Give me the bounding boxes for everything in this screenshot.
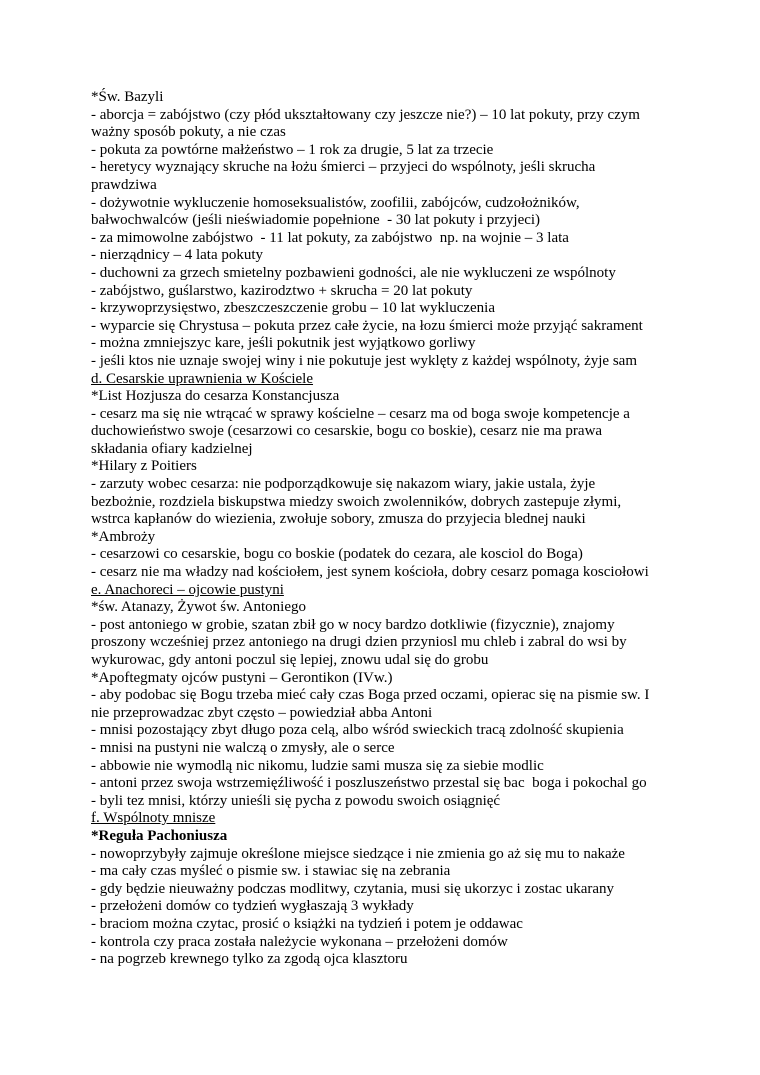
text-line: składania ofiary kadzielnej [91,440,253,457]
text-line: - cesarz nie ma władzy nad kościołem, jest synem kościoła, dobry cesarz pomaga kosciołowi [91,564,649,581]
text-line: - nierządnicy – 4 lata pokuty [91,247,264,264]
section-heading: d. Cesarskie uprawnienia w Kościele [91,370,314,387]
text-line: bezbożnie, rozdziela biskupstwa miedzy swoich zwolenników, dobrych zastepuje złymi, [91,493,622,510]
text-line: wstrca kapłanów do wiezienia, zwołuje sobory, zmusza do przyjecia blednej nauki [91,511,586,528]
text-line: *Apoftegmaty ojców pustyni – Gerontikon (IVw.) [91,669,393,686]
text-line: - można zmniejszyc kare, jeśli pokutnik jest wyjątkowo gorliwy [91,335,476,352]
text-line: bałwochwalców (jeśli nieświadomie popełnione - 30 lat pokuty i przyjeci) [91,212,541,229]
text-line: - gdy będzie nieuważny podczas modlitwy, czytania, musi się ukorzyc i zostac ukarany [91,880,615,897]
document-body [91,89,700,969]
section-heading: e. Anachoreci – ojcowie pustyni [91,581,284,598]
text-line: - dożywotnie wykluczenie homoseksualistów, zoofilii, zabójców, cudzołożników, [91,194,580,211]
text-line: - pokuta za powtórne małżeństwo – 1 rok za drugie, 5 lat za trzecie [91,141,494,158]
section-heading: f. Wspólnoty mnisze [91,810,216,827]
text-line: - wyparcie się Chrystusa – pokuta przez całe życie, na łozu śmierci może przyjąć sakrament [91,317,643,334]
text-line: prawdziwa [91,176,157,193]
text-line: - mnisi pozostający zbyt długo poza celą, albo wśród swieckich tracą zdolność skupienia [91,722,624,739]
text-line: *List Hozjusza do cesarza Konstancjusza [91,388,340,405]
text-line: nie przeprowadzac zbyt często – powiedział abba Antoni [91,704,433,721]
text-line: - krzywoprzysięstwo, zbeszczeszczenie grobu – 10 lat wykluczenia [91,300,495,317]
text-line: - mnisi na pustyni nie walczą o zmysły, ale o serce [91,739,395,756]
text-line: ważny sposób pokuty, a nie czas [91,124,286,141]
text-line: - za mimowolne zabójstwo - 11 lat pokuty, za zabójstwo np. na wojnie – 3 lata [91,229,569,246]
text-line: proszony wcześniej przez antoniego na drugi dzien przyniosl mu chleb i zabral do wsi by [91,634,627,651]
text-line: *Św. Bazyli [91,89,164,105]
text-line: - zarzuty wobec cesarza: nie podporządkowuje się nakazom wiary, jakie ustala, żyje [91,476,596,493]
text-line: - heretycy wyznający skruche na łożu śmierci – przyjeci do wspólnoty, jeśli skrucha [91,159,596,176]
text-line: - aborcja = zabójstwo (czy płód ukształtowany czy jeszcze nie?) – 10 lat pokuty, przy czym [91,106,640,123]
text-line: - aby podobac się Bogu trzeba mieć cały czas Boga przed oczami, opierac się na pismie sw. I [91,687,650,704]
text-line: - zabójstwo, guślarstwo, kazirodztwo + skrucha = 20 lat pokuty [91,282,473,299]
bold-heading: *Reguła Pachoniusza [91,827,228,844]
text-line: *Hilary z Poitiers [91,458,197,475]
text-line: - duchowni za grzech smietelny pozbawieni godności, ale nie wykluczeni ze wspólnoty [91,264,616,281]
text-line: *Ambroży [91,528,156,545]
text-line: - abbowie nie wymodlą nic nikomu, ludzie sami musza się za siebie modlic [91,757,544,774]
text-line: - post antoniego w grobie, szatan zbił go w nocy bardzo dotkliwie (fizycznie), znajomy [91,616,615,633]
text-line: *św. Atanazy, Żywot św. Antoniego [91,599,306,616]
text-line: - byli tez mnisi, którzy unieśli się pycha z powodu swoich osiągnięć [91,792,501,809]
text-line: - cesarz ma się nie wtrącać w sprawy kościelne – cesarz ma od boga swoje kompetencje a [91,405,630,422]
text-line: - przełożeni domów co tydzień wygłaszają 3 wykłady [91,898,414,915]
text-line: - kontrola czy praca została należycie wykonana – przełożeni domów [91,933,508,950]
text-line: - braciom można czytac, prosić o książki na tydzień i potem je oddawac [91,915,523,932]
text-line: - ma cały czas myśleć o pismie sw. i stawiac się na zebrania [91,863,451,880]
text-line: - na pogrzeb krewnego tylko za zgodą ojca klasztoru [91,951,408,968]
text-line: - nowoprzybyły zajmuje określone miejsce siedzące i nie zmienia go aż się mu to nakaże [91,845,625,862]
text-line: wykurowac, gdy antoni poczul się lepiej, znowu udal się do grobu [91,652,489,668]
text-line: - antoni przez swoja wstrzemięźliwość i poszluszeństwo przestal się bac boga i pokochal go [91,775,647,792]
text-line: - jeśli ktos nie uznaje swojej winy i nie pokutuje jest wyklęty z każdej wspólnoty, żyje sam [91,352,637,369]
text-line: duchowieństwo swoje (cesarzowi co cesarskie, bogu co boskie), cesarz nie ma prawa [91,423,603,440]
text-line: - cesarzowi co cesarskie, bogu co boskie (podatek do cezara, ale kosciol do Boga) [91,546,583,563]
